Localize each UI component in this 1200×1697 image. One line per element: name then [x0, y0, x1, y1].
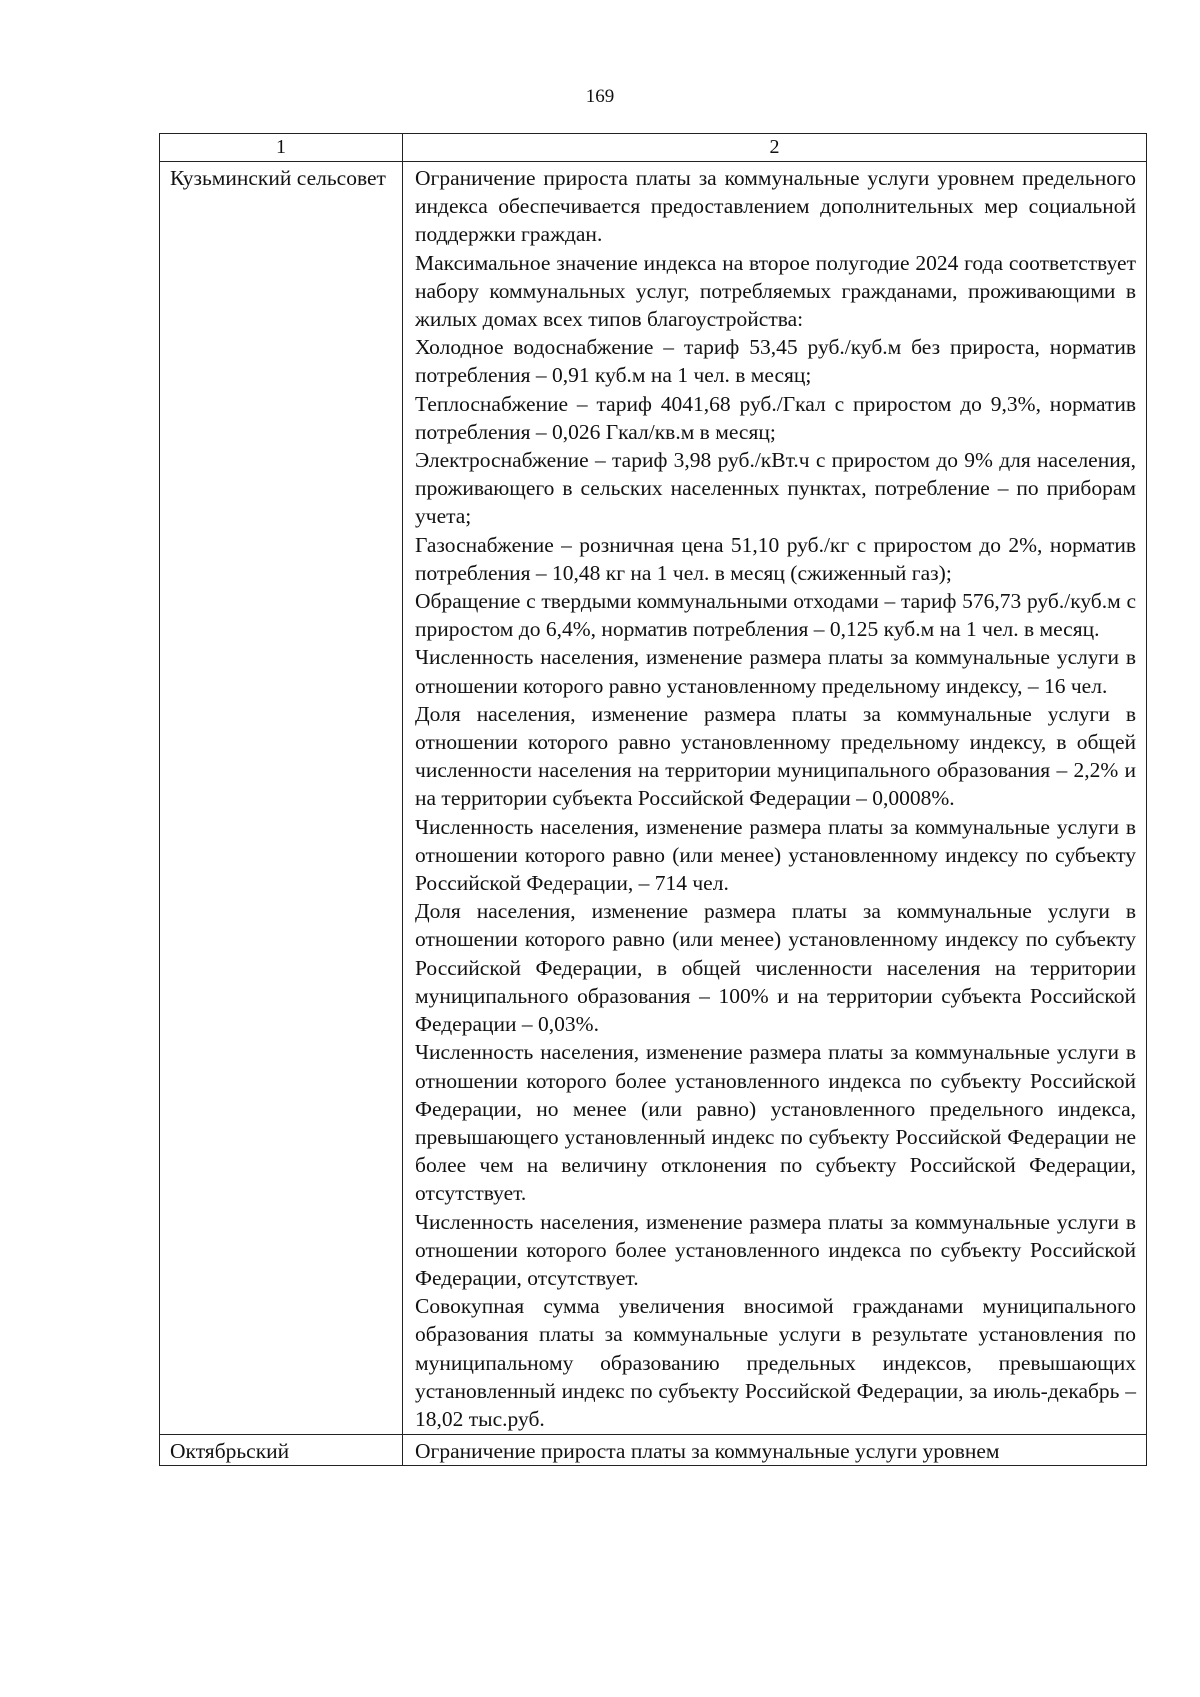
paragraph: Газоснабжение – розничная цена 51,10 руб./кг с приростом до 2%, норматив потребления – 10,48 кг на 1 чел. в месяц (сжиженный газ);	[415, 532, 1136, 585]
municipality-description	[403, 1435, 1147, 1466]
municipality-name: Кузьминский сельсовет	[160, 162, 403, 1435]
column-header-1: 1	[160, 134, 403, 162]
column-header-2: 2	[403, 134, 1147, 162]
paragraph: Совокупная сумма увеличения вносимой гражданами муниципального образования платы за коммунальные услуги в результате установления по муниципальному образованию предельных индексов, превышающих установленный индекс по субъекту Российской Федерации, за июль-декабрь – 18,02 тыс.руб.	[415, 1294, 1136, 1431]
paragraph: Численность населения, изменение размера платы за коммунальные услуги в отношении которого равно установленному предельному индексу, – 16 чел.	[415, 645, 1136, 698]
paragraph: Численность населения, изменение размера платы за коммунальные услуги в отношении которого равно (или менее) установленному индексу по субъекту Российской Федерации, – 714 чел.	[415, 814, 1136, 896]
paragraph: Доля населения, изменение размера платы за коммунальные услуги в отношении которого равно установленному предельному индексу, в общей численности населения на территории муниципального образования – 2,2% и на территории субъекта Российской Федерации – 0,0008%.	[415, 701, 1136, 811]
paragraph: Ограничение прироста платы за коммунальные услуги уровнем предельного индекса обеспечивается предоставлением дополнительных мер социальной поддержки граждан.	[415, 166, 1136, 247]
municipality-description	[403, 162, 1147, 1435]
paragraph: Электроснабжение – тариф 3,98 руб./кВт.ч с приростом до 9% для населения, проживающего в сельских населенных пунктах, потребление – по приборам учета;	[415, 448, 1136, 529]
page-number: 169	[585, 86, 615, 107]
municipality-name: Октябрьский	[160, 1435, 403, 1466]
paragraph: Численность населения, изменение размера платы за коммунальные услуги в отношении которого более установленного индекса по субъекту Российской Федерации, но менее (или равно) установленного предельного индекса, превышающего установленный индекс по субъекту Российской Федерации не более чем на величину отклонения по субъекту Российской Федерации, отсутствует.	[415, 1040, 1136, 1206]
table-row	[160, 1435, 1147, 1466]
table-header-row	[160, 134, 1147, 162]
paragraph: Обращение с твердыми коммунальными отходами – тариф 576,73 руб./куб.м с приростом до 6,4%, норматив потребления – 0,125 куб.м на 1 чел. в месяц.	[415, 589, 1136, 642]
paragraph: Ограничение прироста платы за коммунальные услуги уровнем	[415, 1439, 1000, 1464]
paragraph: Численность населения, изменение размера платы за коммунальные услуги в отношении которого более установленного индекса по субъекту Российской Федерации, отсутствует.	[415, 1209, 1136, 1290]
paragraph: Холодное водоснабжение – тариф 53,45 руб./куб.м без прироста, норматив потребления – 0,91 куб.м на 1 чел. в месяц;	[415, 335, 1136, 388]
document-table	[159, 133, 1147, 1466]
table-row	[160, 162, 1147, 1435]
paragraph: Теплоснабжение – тариф 4041,68 руб./Гкал с приростом до 9,3%, норматив потребления – 0,026 Гкал/кв.м в месяц;	[415, 391, 1136, 444]
paragraph: Максимальное значение индекса на второе полугодие 2024 года соответствует набору коммунальных услуг, потребляемых гражданами, проживающими в жилых домах всех типов благоустройства:	[415, 250, 1136, 332]
paragraph: Доля населения, изменение размера платы за коммунальные услуги в отношении которого равно (или менее) установленному индексу по субъекту Российской Федерации, в общей численности населения на территории муниципального образования – 100% и на территории субъекта Российской Федерации – 0,03%.	[415, 899, 1136, 1037]
